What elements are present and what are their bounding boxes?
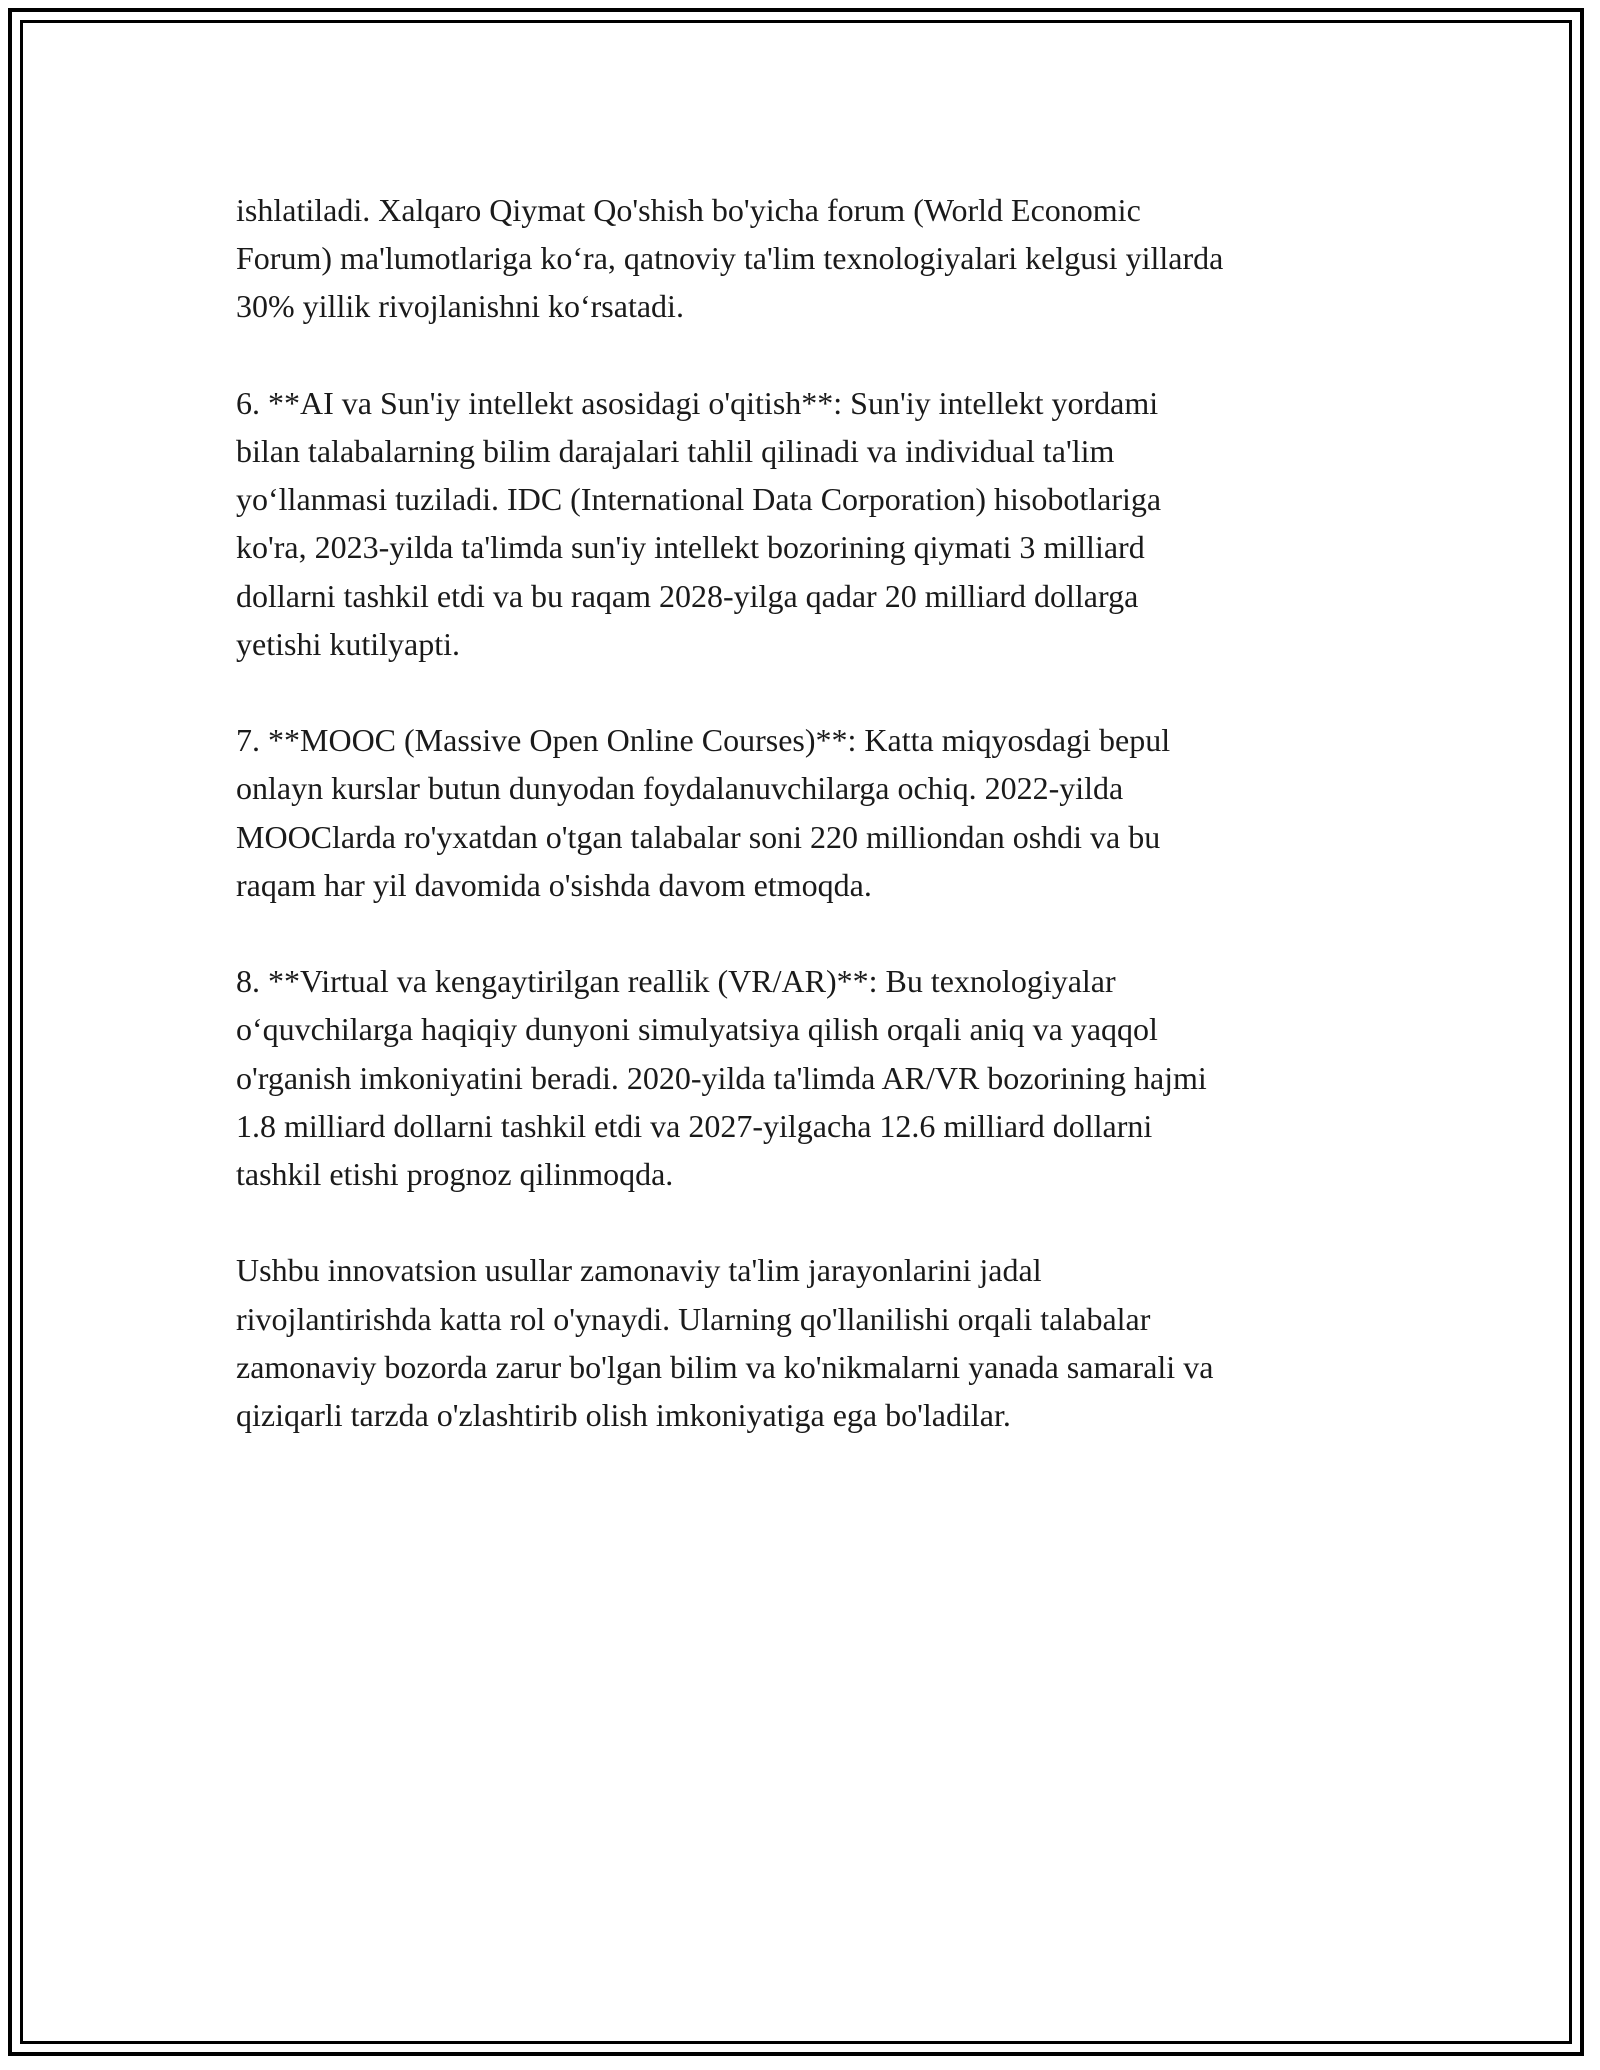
text-line: o‘quvchilarga haqiqiy dunyoni simulyatsiya qilish orqali aniq va yaqqol xyxy=(236,1011,1158,1048)
paragraph-conclusion xyxy=(236,1246,1386,1439)
text-line: 7. **MOOC (Massive Open Online Courses)**: Katta miqyosdagi bepul xyxy=(236,722,1171,759)
text-line: qiziqarli tarzda o'zlashtirib olish imkoniyatiga ega bo'ladilar. xyxy=(236,1397,1011,1434)
document-body xyxy=(236,186,1386,1487)
text-line: 6. **AI va Sun'iy intellekt asosidagi o'qitish**: Sun'iy intellekt yordami xyxy=(236,384,1159,421)
text-line: Forum) ma'lumotlariga ko‘ra, qatnoviy ta'lim texnologiyalari kelgusi yillarda xyxy=(236,240,1224,277)
paragraph-item-8-vr-ar xyxy=(236,957,1386,1198)
text-line: dollarni tashkil etdi va bu raqam 2028-yilga qadar 20 milliard dollarga xyxy=(236,577,1139,614)
paragraph-intro-continuation xyxy=(236,186,1386,331)
text-line: yo‘llanmasi tuziladi. IDC (International Data Corporation) hisobotlariga xyxy=(236,481,1162,518)
text-line: ko'ra, 2023-yilda ta'limda sun'iy intellekt bozorining qiymati 3 milliard xyxy=(236,529,1145,566)
text-line: yetishi kutilyapti. xyxy=(236,625,460,662)
text-line: Ushbu innovatsion usullar zamonaviy ta'lim jarayonlarini jadal xyxy=(236,1252,1042,1289)
text-line: tashkil etishi prognoz qilinmoqda. xyxy=(236,1156,674,1193)
text-line: rivojlantirishda katta rol o'ynaydi. Ularning qo'llanilishi orqali talabalar xyxy=(236,1300,1151,1337)
text-line: 1.8 milliard dollarni tashkil etdi va 2027-yilgacha 12.6 milliard dollarni xyxy=(236,1107,1153,1144)
text-line: 30% yillik rivojlanishni ko‘rsatadi. xyxy=(236,288,684,325)
text-line: MOOClarda ro'yxatdan o'tgan talabalar soni 220 milliondan oshdi va bu xyxy=(236,818,1161,855)
text-line: raqam har yil davomida o'sishda davom etmoqda. xyxy=(236,866,872,903)
text-line: ishlatiladi. Xalqaro Qiymat Qo'shish bo'yicha forum (World Economic xyxy=(236,192,1141,228)
text-line: onlayn kurslar butun dunyodan foydalanuvchilarga ochiq. 2022-yilda xyxy=(236,770,1124,807)
text-line: o'rganish imkoniyatini beradi. 2020-yilda ta'limda AR/VR bozorining hajmi xyxy=(236,1059,1207,1096)
text-line: zamonaviy bozorda zarur bo'lgan bilim va ko'nikmalarni yanada samarali va xyxy=(236,1348,1214,1385)
text-line: bilan talabalarning bilim darajalari tahlil qilinadi va individual ta'lim xyxy=(236,433,1115,469)
paragraph-item-6-ai xyxy=(236,379,1386,668)
paragraph-item-7-mooc xyxy=(236,716,1386,909)
text-line: 8. **Virtual va kengaytirilgan reallik (VR/AR)**: Bu texnologiyalar xyxy=(236,963,1116,1000)
